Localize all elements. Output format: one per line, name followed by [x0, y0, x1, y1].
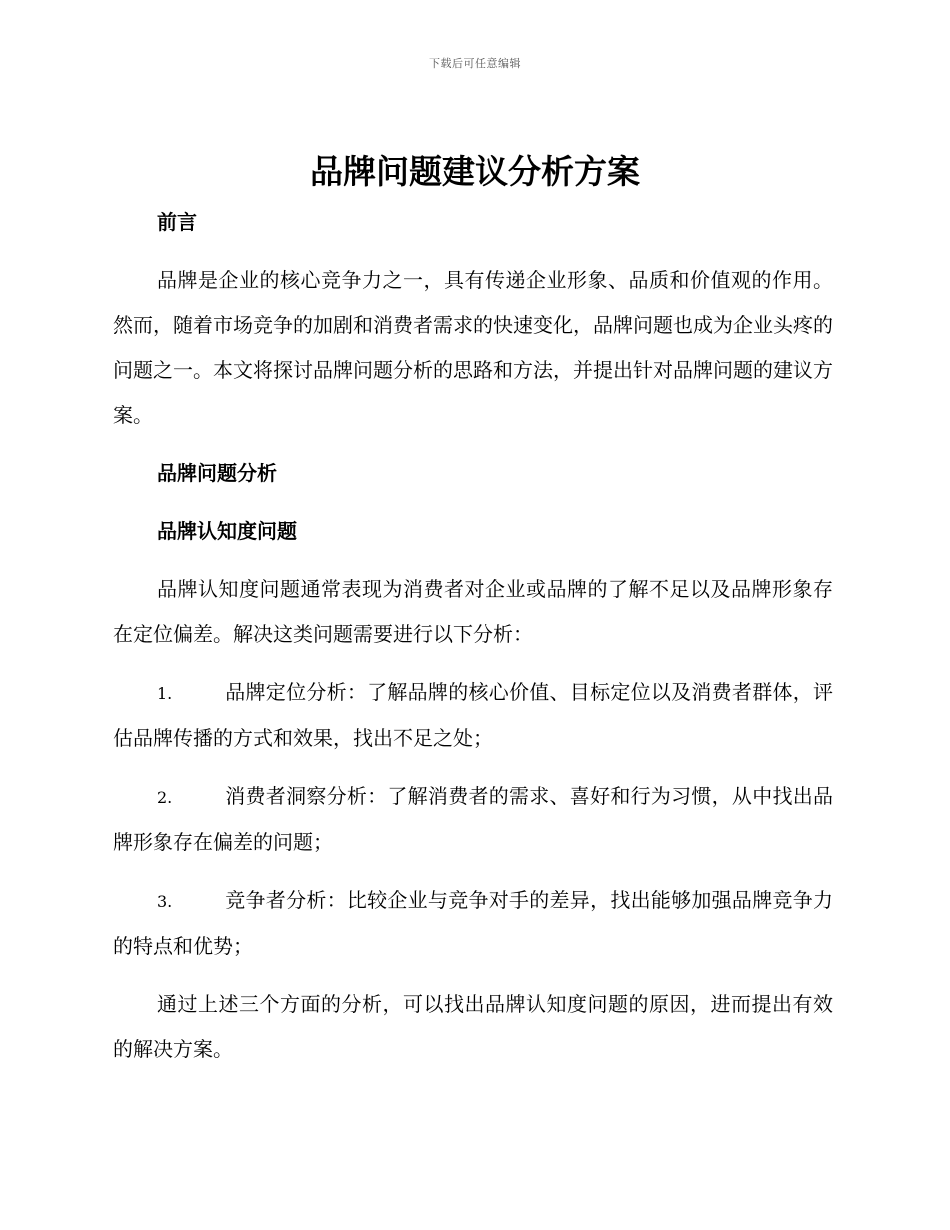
awareness-intro-paragraph: 品牌认知度问题通常表现为消费者对企业或品牌的了解不足以及品牌形象存在定位偏差。解决这类问题需要进行以下分析：: [113, 577, 833, 646]
list-item-text: 品牌定位分析：了解品牌的核心价值、目标定位以及消费者群体，评估品牌传播的方式和效果，找出不足之处；: [113, 680, 833, 750]
list-item: [113, 774, 833, 865]
list-item: [113, 670, 833, 761]
preface-paragraph: 品牌是企业的核心竞争力之一，具有传递企业形象、品质和价值观的作用。然而，随着市场竞争的加剧和消费者需求的快速变化，品牌问题也成为企业头疼的问题之一。本文将探讨品牌问题分析的思路和方法，并提出针对品牌问题的建议方案。: [113, 268, 833, 427]
analysis-heading: 品牌问题分析: [157, 461, 277, 485]
document-title: 品牌问题建议分析方案: [310, 152, 640, 191]
list-item-number: 3.: [157, 892, 173, 911]
list-item: [113, 878, 833, 969]
document-body: [113, 200, 833, 1072]
list-item-text: 消费者洞察分析：了解消费者的需求、喜好和行为习惯，从中找出品牌形象存在偏差的问题；: [113, 784, 833, 854]
list-item-text: 竞争者分析：比较企业与竞争对手的差异，找出能够加强品牌竞争力的特点和优势；: [113, 888, 833, 958]
list-item-number: 1.: [157, 684, 173, 703]
preface-heading: 前言: [157, 210, 197, 234]
list-item-number: 2.: [157, 788, 173, 807]
conclusion-paragraph: 通过上述三个方面的分析，可以找出品牌认知度问题的原因，进而提出有效的解决方案。: [113, 992, 833, 1061]
header-note: 下载后可任意编辑: [429, 57, 521, 70]
awareness-heading: 品牌认知度问题: [157, 519, 297, 543]
